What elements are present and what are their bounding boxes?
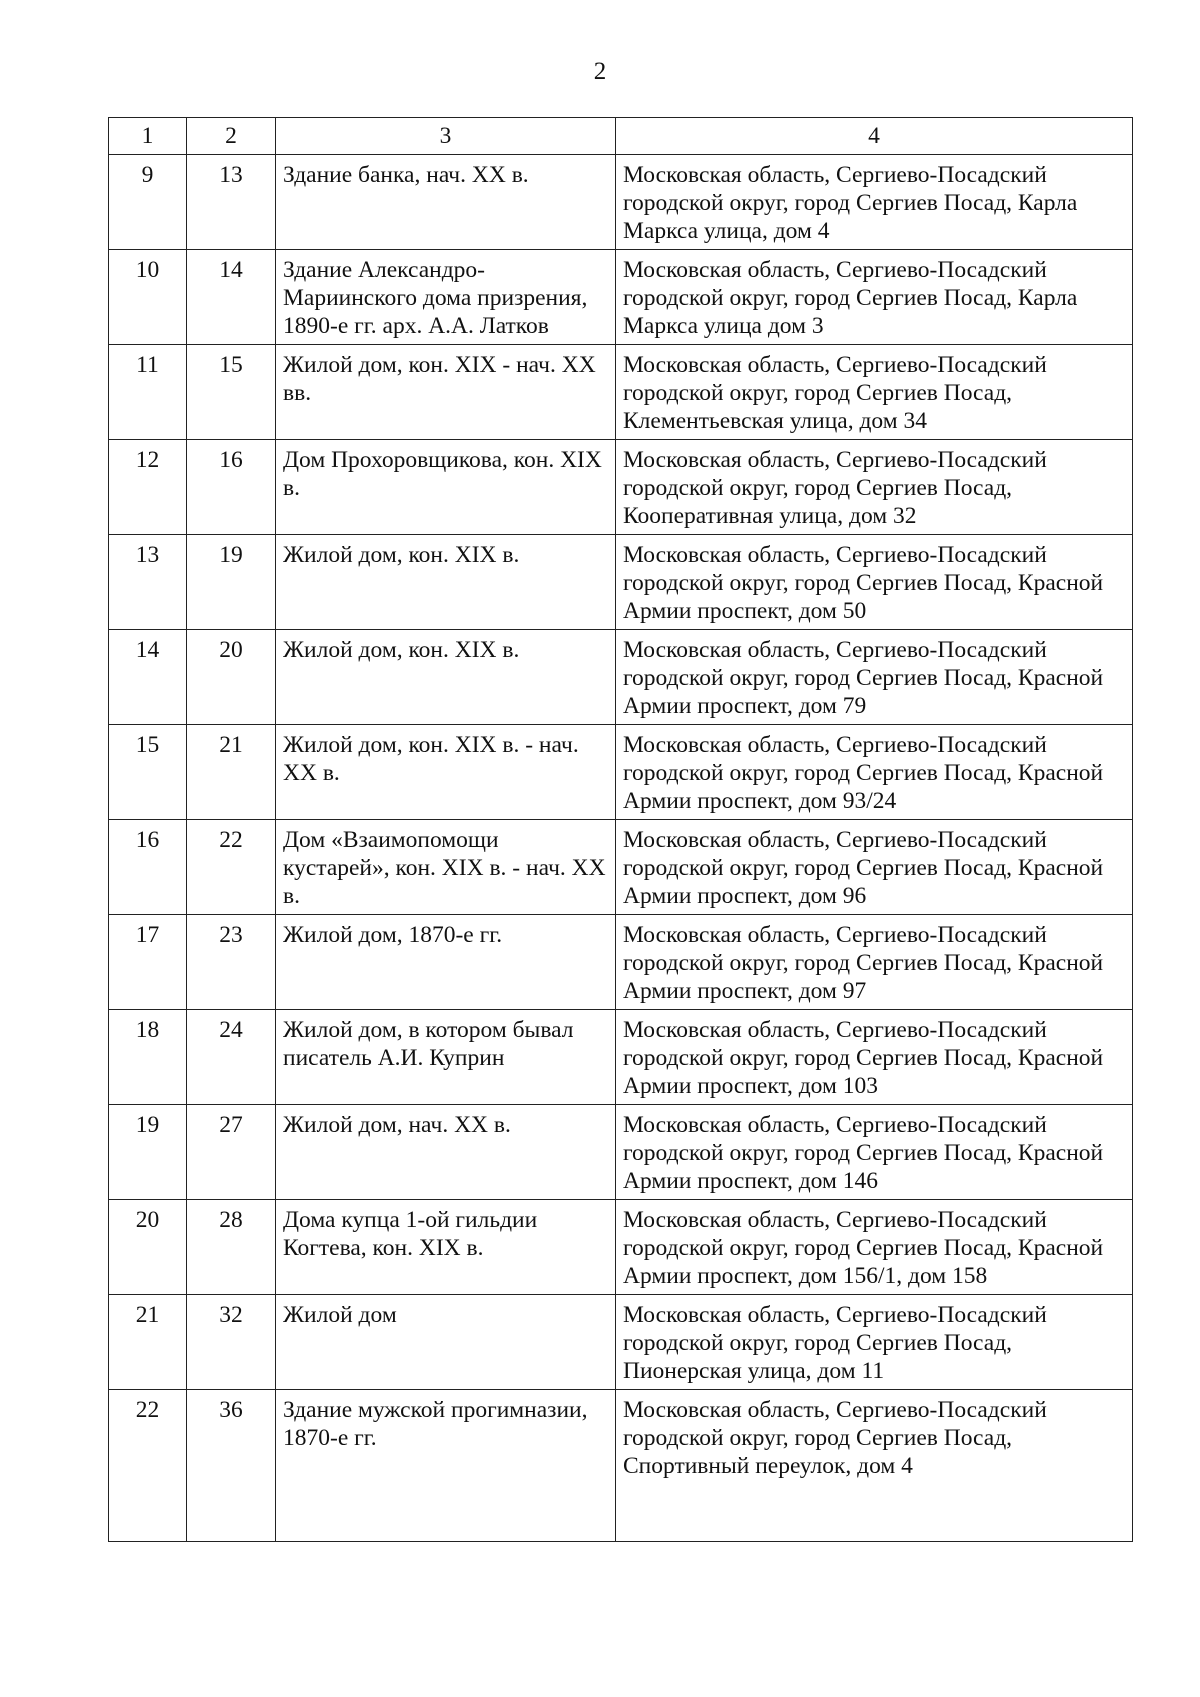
column-header-3: 3 <box>276 118 616 155</box>
table-row <box>109 820 1133 915</box>
object-id: 20 <box>187 630 276 725</box>
column-header-2: 2 <box>187 118 276 155</box>
table-row <box>109 535 1133 630</box>
object-id: 32 <box>187 1295 276 1390</box>
object-name: Жилой дом, кон. XIX в. <box>276 630 616 725</box>
object-id: 14 <box>187 250 276 345</box>
row-number: 21 <box>109 1295 187 1390</box>
column-header-4: 4 <box>616 118 1133 155</box>
row-number: 22 <box>109 1390 187 1542</box>
row-number: 11 <box>109 345 187 440</box>
object-address: Московская область, Сергиево-Посадский городской округ, город Сергиев Посад, Красной Армии проспект, дом 156/1, дом 158 <box>616 1200 1133 1295</box>
object-name: Жилой дом, кон. XIX в. <box>276 535 616 630</box>
table-row <box>109 155 1133 250</box>
object-id: 16 <box>187 440 276 535</box>
object-address: Московская область, Сергиево-Посадский городской округ, город Сергиев Посад, Красной Армии проспект, дом 97 <box>616 915 1133 1010</box>
object-name: Жилой дом <box>276 1295 616 1390</box>
table-row <box>109 1390 1133 1542</box>
object-name: Здание мужской прогимназии, 1870-е гг. <box>276 1390 616 1542</box>
object-name: Жилой дом, кон. XIX - нач. XX вв. <box>276 345 616 440</box>
object-id: 24 <box>187 1010 276 1105</box>
column-header-1: 1 <box>109 118 187 155</box>
object-name: Жилой дом, кон. XIX в. - нач. XX в. <box>276 725 616 820</box>
page-number: 2 <box>593 58 607 85</box>
row-number: 9 <box>109 155 187 250</box>
object-address: Московская область, Сергиево-Посадский городской округ, город Сергиев Посад, Клементьевская улица, дом 34 <box>616 345 1133 440</box>
table-row <box>109 1105 1133 1200</box>
table-row <box>109 440 1133 535</box>
table-row <box>109 345 1133 440</box>
object-id: 22 <box>187 820 276 915</box>
object-address: Московская область, Сергиево-Посадский городской округ, город Сергиев Посад, Красной Армии проспект, дом 50 <box>616 535 1133 630</box>
object-name: Дом «Взаимопомощи кустарей», кон. XIX в. - нач. XX в. <box>276 820 616 915</box>
table-row <box>109 1295 1133 1390</box>
object-name: Дом Прохоровщикова, кон. XIX в. <box>276 440 616 535</box>
object-name: Жилой дом, в котором бывал писатель А.И. Куприн <box>276 1010 616 1105</box>
object-address: Московская область, Сергиево-Посадский городской округ, город Сергиев Посад, Красной Армии проспект, дом 96 <box>616 820 1133 915</box>
object-address: Московская область, Сергиево-Посадский городской округ, город Сергиев Посад, Красной Армии проспект, дом 79 <box>616 630 1133 725</box>
object-id: 28 <box>187 1200 276 1295</box>
object-address: Московская область, Сергиево-Посадский городской округ, город Сергиев Посад, Карла Маркса улица, дом 4 <box>616 155 1133 250</box>
object-id: 19 <box>187 535 276 630</box>
object-id: 27 <box>187 1105 276 1200</box>
table-row <box>109 725 1133 820</box>
row-number: 19 <box>109 1105 187 1200</box>
object-name: Дома купца 1-ой гильдии Когтева, кон. XIX в. <box>276 1200 616 1295</box>
table-row <box>109 1200 1133 1295</box>
table-row <box>109 1010 1133 1105</box>
object-address: Московская область, Сергиево-Посадский городской округ, город Сергиев Посад, Красной Армии проспект, дом 93/24 <box>616 725 1133 820</box>
object-address: Московская область, Сергиево-Посадский городской округ, город Сергиев Посад, Карла Маркса улица дом 3 <box>616 250 1133 345</box>
object-name: Жилой дом, нач. XX в. <box>276 1105 616 1200</box>
object-name: Здание Александро-Мариинского дома призрения, 1890-е гг. арх. А.А. Латков <box>276 250 616 345</box>
object-address: Московская область, Сергиево-Посадский городской округ, город Сергиев Посад, Красной Армии проспект, дом 103 <box>616 1010 1133 1105</box>
object-id: 15 <box>187 345 276 440</box>
object-address: Московская область, Сергиево-Посадский городской округ, город Сергиев Посад, Кооперативная улица, дом 32 <box>616 440 1133 535</box>
row-number: 17 <box>109 915 187 1010</box>
row-number: 10 <box>109 250 187 345</box>
row-number: 20 <box>109 1200 187 1295</box>
object-name: Здание банка, нач. XX в. <box>276 155 616 250</box>
object-id: 36 <box>187 1390 276 1542</box>
object-id: 23 <box>187 915 276 1010</box>
object-address: Московская область, Сергиево-Посадский городской округ, город Сергиев Посад, Спортивный переулок, дом 4 <box>616 1390 1133 1542</box>
table-row <box>109 915 1133 1010</box>
object-id: 13 <box>187 155 276 250</box>
object-address: Московская область, Сергиево-Посадский городской округ, город Сергиев Посад, Пионерская улица, дом 11 <box>616 1295 1133 1390</box>
row-number: 15 <box>109 725 187 820</box>
row-number: 13 <box>109 535 187 630</box>
table-row <box>109 630 1133 725</box>
object-name: Жилой дом, 1870-е гг. <box>276 915 616 1010</box>
row-number: 12 <box>109 440 187 535</box>
row-number: 18 <box>109 1010 187 1105</box>
object-address: Московская область, Сергиево-Посадский городской округ, город Сергиев Посад, Красной Армии проспект, дом 146 <box>616 1105 1133 1200</box>
row-number: 14 <box>109 630 187 725</box>
object-id: 21 <box>187 725 276 820</box>
heritage-objects-table <box>108 117 1133 1542</box>
table-header-row <box>109 118 1133 155</box>
row-number: 16 <box>109 820 187 915</box>
table-row <box>109 250 1133 345</box>
